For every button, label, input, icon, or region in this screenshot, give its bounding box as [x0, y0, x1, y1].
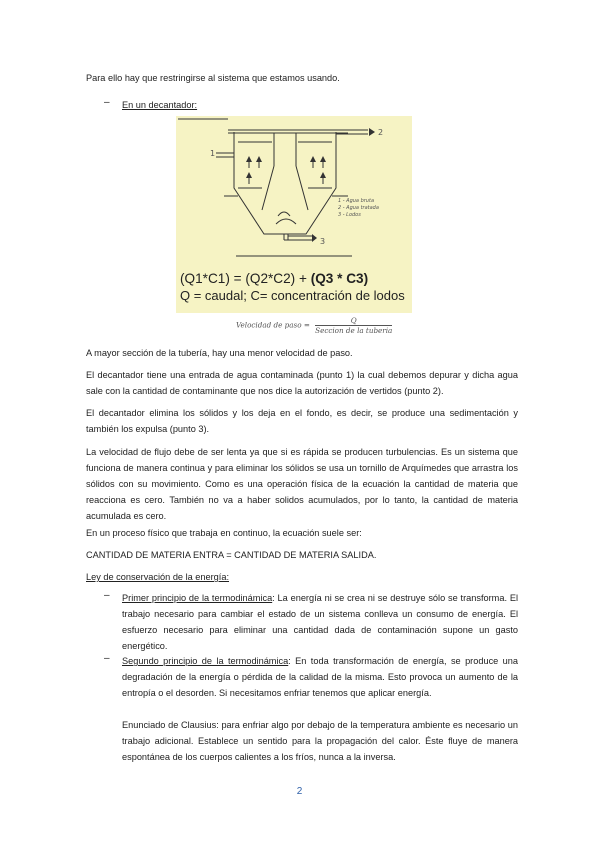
paragraph-4: La velocidad de flujo debe de ser lenta ya que si es rápida se producen turbulencias. Es un sistema que funciona de manera continua y para eliminar los sólidos se usa un tornillo de Arquímedes que arrastra los sólidos con su movimiento. Como es una operación física de la ecuación la cantidad de materia que reacciona es cero. También no va a haber solidos acumulados, por lo tanto, la cantidad de materia acumulada es cero. — [86, 447, 518, 521]
clausius-text: Enunciado de Clausius: para enfriar algo por debajo de la temperatura ambiente es necesario un trabajo adicional. Establece un sentido para la propagación del calor. Éste fluye de manera espontánea de los cuerpos calientes a los fríos, nunca a la inversa. — [122, 720, 518, 762]
velocity-denominator: Seccion de la tuberia — [315, 326, 393, 335]
paragraph-5: En un proceso físico que trabaja en continuo, la ecuación suele ser: — [86, 528, 362, 538]
paragraph-2: El decantador tiene una entrada de agua contaminada (punto 1) la cual debemos depurar y dicha agua sale con la cantidad de contaminante que nos dice la autorización de vertidos (punto 2). — [86, 370, 518, 396]
bullet-dash: – — [104, 97, 110, 108]
legend-item: 3 - Lodos — [338, 212, 361, 218]
page-number: 2 — [296, 786, 303, 797]
bullet-dash: – — [104, 590, 110, 601]
equation-definition: Q = caudal; C= concentración de lodos — [180, 288, 405, 303]
first-law-text: : La energía ni se crea ni se destruye sólo se transforma. El trabajo necesario para cambiar el estado de un sistema conlleva un consumo de energía. El esfuerzo necesario para eliminar una cantidad dada de contaminación supone un gasto energético. — [122, 593, 518, 651]
bullet-second-law — [122, 653, 518, 701]
intro-text: Para ello hay que restringirse al sistema que estamos usando. — [86, 73, 340, 83]
equation-lhs: (Q1*C1) = (Q2*C2) + — [180, 271, 311, 286]
paragraph-3: El decantador elimina los sólidos y los deja en el fondo, es decir, se produce una sedimentación y también los expulsa (punto 3). — [86, 408, 518, 434]
bullet-dash: – — [104, 653, 110, 664]
velocity-numerator: Q — [315, 316, 392, 326]
velocity-label: Velocidad de paso = — [236, 320, 310, 330]
label-3: 3 — [320, 237, 326, 246]
second-law-text: : En toda transformación de energía, se produce una degradación de la energía o pérdida de la calidad de la misma. Esto provoca un aumento de la entropía o el desorden. Si necesitamos enfriar tenemos que aplicar energía. — [122, 656, 518, 698]
paragraph-1: A mayor sección de la tubería, hay una menor velocidad de paso. — [86, 348, 353, 358]
paragraph-6: CANTIDAD DE MATERIA ENTRA = CANTIDAD DE MATERIA SALIDA. — [86, 550, 377, 560]
mass-balance-equation — [176, 271, 416, 286]
decantador-figure — [176, 116, 412, 313]
legend-item: 1 - Agua bruta — [338, 198, 375, 204]
section-heading: Ley de conservación de la energía: — [86, 572, 230, 582]
decantador-bullet: En un decantador: — [122, 100, 198, 110]
equation-bold: (Q3 * C3) — [310, 271, 369, 286]
first-law-title: Primer principio de la termodinámica — [122, 593, 273, 603]
second-law-title: Segundo principio de la termodinámica — [122, 656, 289, 666]
velocity-formula — [236, 316, 392, 335]
legend-item: 2 - Agua tratada — [338, 205, 379, 211]
label-1: 1 — [210, 149, 216, 158]
label-2: 2 — [378, 128, 384, 137]
decantador-diagram — [176, 116, 412, 266]
bullet-first-law — [122, 590, 518, 654]
